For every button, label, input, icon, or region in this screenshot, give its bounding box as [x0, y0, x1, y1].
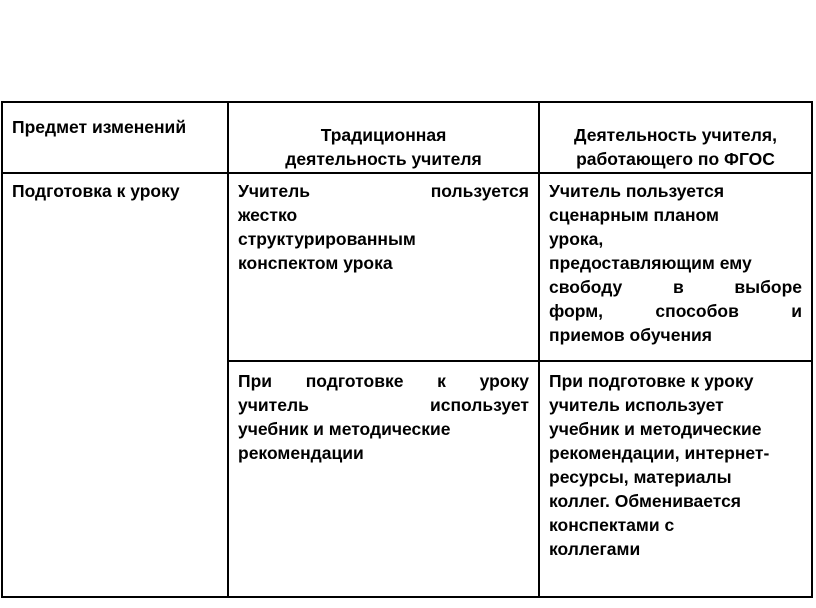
- text-line: конспектом урока: [238, 253, 393, 273]
- fgos-text: [540, 362, 811, 561]
- text-line: учебник и методические: [238, 419, 451, 439]
- text-line: учебник и методические: [549, 419, 762, 439]
- text-line: При подготовке к уроку: [238, 371, 529, 391]
- header-traditional-cell: [228, 102, 539, 173]
- header-subject: Предмет изменений: [12, 117, 187, 137]
- comparison-table: [1, 101, 813, 598]
- header-traditional-line: Традиционная: [320, 125, 447, 145]
- text-line: конспектами с: [549, 515, 675, 535]
- fgos-cell: [539, 173, 812, 361]
- header-traditional-line: деятельность учителя: [285, 149, 482, 169]
- text-line: коллег. Обменивается: [549, 491, 742, 511]
- table-row: [2, 173, 812, 361]
- traditional-cell: [228, 173, 539, 361]
- text-line: сценарным планом: [549, 205, 719, 225]
- table-header-row: [2, 102, 812, 173]
- text-line: Учитель пользуется: [549, 181, 725, 201]
- row-label: Подготовка к уроку: [12, 181, 180, 201]
- text-line: учитель использует: [549, 395, 724, 415]
- traditional-text: [229, 362, 538, 465]
- header-fgos-cell: [539, 102, 812, 173]
- text-line: структурированным: [238, 229, 416, 249]
- fgos-cell: [539, 361, 812, 597]
- text-line: коллегами: [549, 539, 641, 559]
- text-line: форм, способов и: [549, 301, 802, 321]
- traditional-text: [229, 174, 538, 275]
- header-fgos-line: работающего по ФГОС: [576, 149, 775, 169]
- text-line: жестко: [238, 205, 298, 225]
- row-label-cell: [2, 173, 228, 597]
- text-line: рекомендации: [238, 443, 364, 463]
- text-line: предоставляющим ему: [549, 253, 752, 273]
- fgos-text: [540, 174, 811, 347]
- header-fgos: [540, 103, 811, 172]
- text-line: приемов обучения: [549, 325, 712, 345]
- header-fgos-line: Деятельность учителя,: [574, 125, 777, 145]
- text-line: Учитель пользуется: [238, 181, 529, 201]
- header-traditional: [229, 103, 538, 172]
- text-line: рекомендации, интернет-: [549, 443, 770, 463]
- text-line: учитель использует: [238, 395, 529, 415]
- text-line: свободу в выборе: [549, 277, 802, 297]
- traditional-cell: [228, 361, 539, 597]
- text-line: ресурсы, материалы: [549, 467, 732, 487]
- text-line: При подготовке к уроку: [549, 371, 754, 391]
- text-line: урока,: [549, 229, 604, 249]
- header-subject-cell: [2, 102, 228, 173]
